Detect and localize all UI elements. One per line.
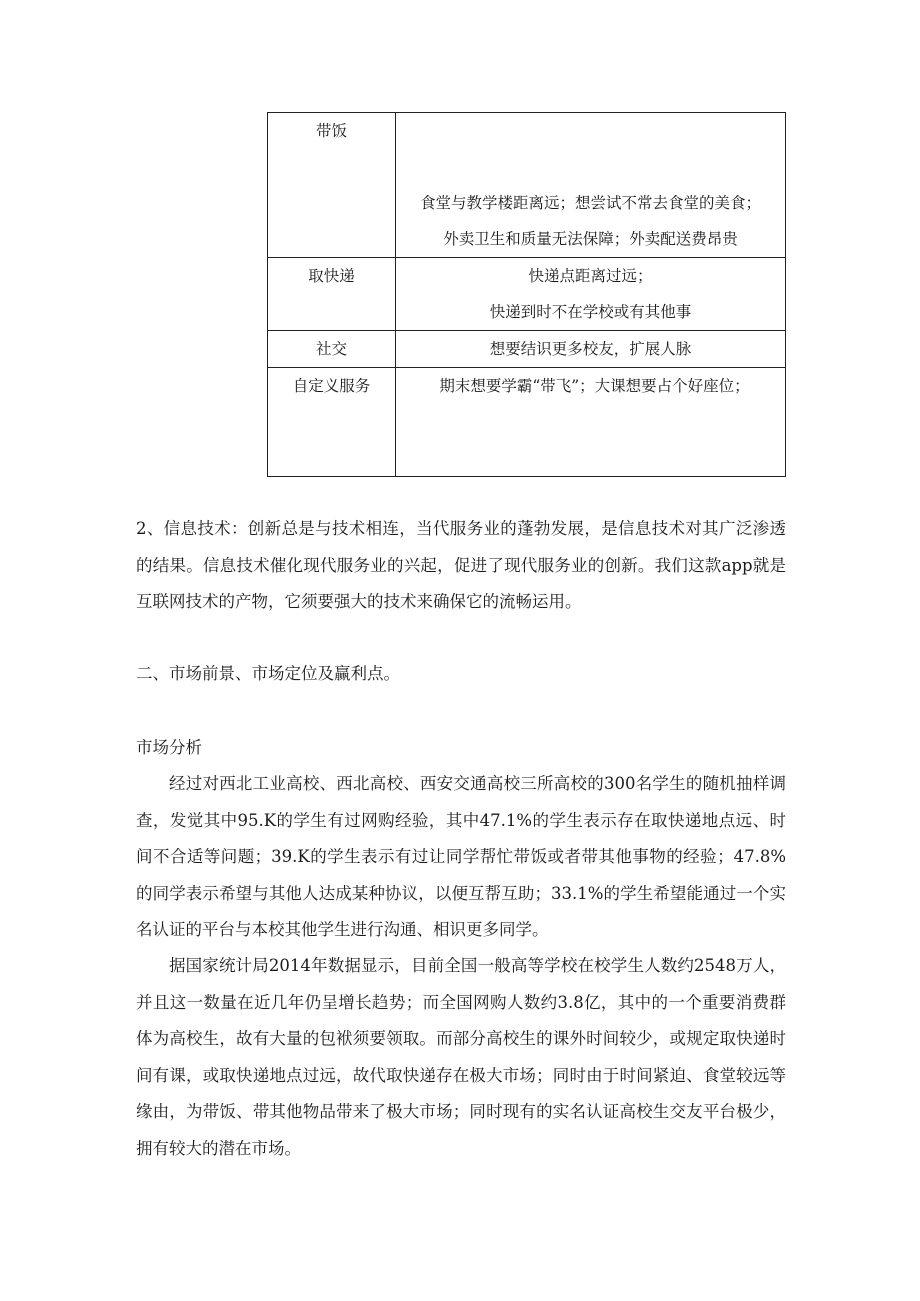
desc-line: 想要结识更多校友，扩展人脉 xyxy=(489,340,692,358)
table-row xyxy=(268,368,786,477)
needs-table xyxy=(267,112,786,477)
survey-paragraph: 经过对西北工业高校、西北高校、西安交通高校三所高校的300名学生的随机抽样调查，发觉其中95.K的学生有过网购经验，其中47.1%的学生表示存在取快递地点远、时间不合适等问题；39.K的学生表示有过让同学帮忙带饭或者带其他事物的经验；47.8%的同学表示希望与其他人达成某种协议，以便互帮互助；33.1%的学生希望能通过一个实名认证的平台与本校其他学生进行沟通、相识更多同学。 xyxy=(136,774,786,939)
statistics-paragraph: 据国家统计局2014年数据显示，目前全国一般高等学校在校学生人数约2548万人，并且这一数量在近几年仍呈增长趋势；而全国网购人数约3.8亿，其中的一个重要消费群体为高校生，故有大量的包袱须要领取。而部分高校生的课外时间较少，或规定取快递时间有课，或取快递地点过远，故代取快递存在极大市场；同时由于时间紧迫、食堂较远等缘由，为带饭、带其他物品带来了极大市场；同时现有的实名认证高校生交友平台极少，拥有较大的潜在市场。 xyxy=(136,956,786,1158)
row-desc-social xyxy=(396,331,786,368)
desc-line: 外卖卫生和质量无法保障；外卖配送费昂贵 xyxy=(443,230,738,248)
row-desc-meal xyxy=(396,113,786,258)
row-label-social: 社交 xyxy=(268,331,396,368)
desc-line: 期末想要学霸“带飞”；大课想要占个好座位； xyxy=(439,377,750,395)
row-label-custom: 自定义服务 xyxy=(268,368,396,477)
desc-line: 快递点距离过远； xyxy=(528,267,653,285)
row-label-express: 取快递 xyxy=(268,258,396,331)
info-tech-paragraph: 2、信息技术：创新总是与技术相连，当代服务业的蓬勃发展，是信息技术对其广泛渗透的结果。信息技术催化现代服务业的兴起，促进了现代服务业的创新。我们这款app就是互联网技术的产物，它须要强大的技术来确保它的流畅运用。 xyxy=(136,519,786,611)
table-row xyxy=(268,331,786,368)
table-row xyxy=(268,258,786,331)
desc-line: 快递到时不在学校或有其他事 xyxy=(489,303,692,321)
desc-line: 食堂与教学楼距离远；想尝试不常去食堂的美食； xyxy=(419,194,761,212)
market-analysis-heading: 市场分析 xyxy=(136,738,202,757)
section-heading: 二、市场前景、市场定位及赢利点。 xyxy=(136,664,400,683)
table-row xyxy=(268,113,786,258)
row-desc-custom xyxy=(396,368,786,477)
row-label-meal: 带饭 xyxy=(268,113,396,258)
row-desc-express xyxy=(396,258,786,331)
